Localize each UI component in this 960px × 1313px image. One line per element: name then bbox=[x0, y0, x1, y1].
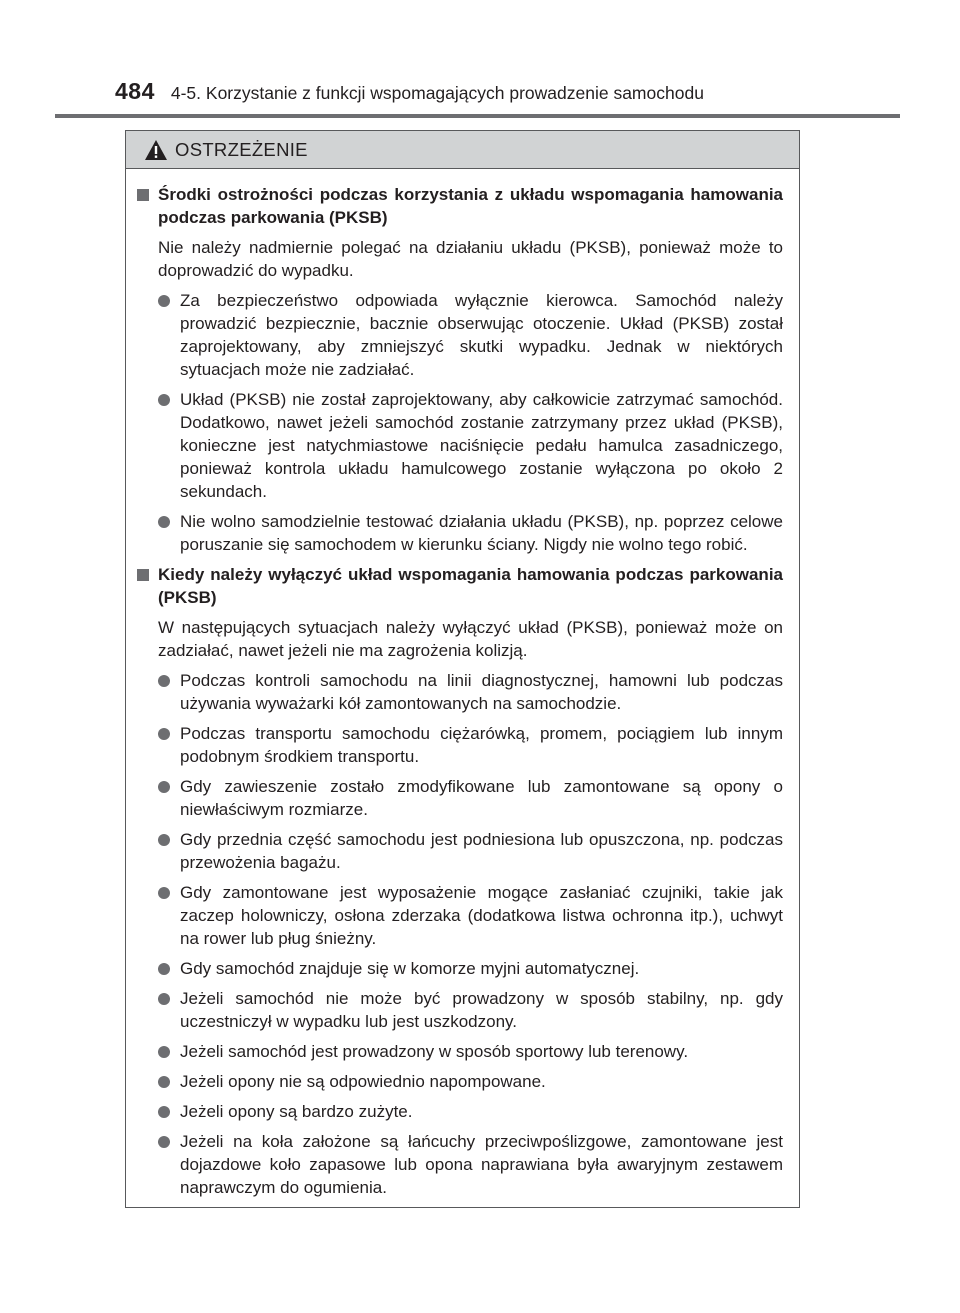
list-item bbox=[137, 669, 783, 715]
section-heading-text: Środki ostrożności podczas korzystania z układu wspomagania hamowania podczas parkowania (PKSB) bbox=[158, 185, 783, 227]
list-item-text: Układ (PKSB) nie został zaprojektowany, aby całkowicie zatrzymać samochód. Dodatkowo, nawet jeżeli samochód zostanie zatrzymany przez układ (PKSB), konieczne jest natychmiastowe naciśnięcie pedału hamulca zasadniczego, ponieważ kontrola układu hamulcowego zostanie wyłączona po około 2 sekundach. bbox=[180, 390, 783, 501]
circle-bullet-icon bbox=[158, 394, 170, 406]
circle-bullet-icon bbox=[158, 516, 170, 528]
circle-bullet-icon bbox=[158, 834, 170, 846]
circle-bullet-icon bbox=[158, 993, 170, 1005]
list-item-text: Jeżeli samochód jest prowadzony w sposób sportowy lub terenowy. bbox=[180, 1042, 689, 1061]
warning-section bbox=[137, 563, 783, 1199]
page-header bbox=[115, 78, 704, 105]
list-item-text: Podczas kontroli samochodu na linii diagnostycznej, hamowni lub podczas używania wyważarki kół zamontowanych na samochodzie. bbox=[180, 671, 783, 713]
list-item bbox=[137, 388, 783, 503]
list-item-text: Jeżeli opony są bardzo zużyte. bbox=[180, 1102, 413, 1121]
list-item-text: Podczas transportu samochodu ciężarówką, promem, pociągiem lub innym podobnym środkiem transportu. bbox=[180, 724, 783, 766]
warning-box bbox=[125, 130, 800, 1208]
section-heading-text: Kiedy należy wyłączyć układ wspomagania hamowania podczas parkowania (PKSB) bbox=[158, 565, 783, 607]
list-item bbox=[137, 957, 783, 980]
chapter-title: 4-5. Korzystanie z funkcji wspomagających prowadzenie samochodu bbox=[170, 83, 704, 103]
circle-bullet-icon bbox=[158, 781, 170, 793]
section-heading bbox=[137, 183, 783, 229]
list-item-text: Jeżeli opony nie są odpowiednio napompowane. bbox=[180, 1072, 546, 1091]
list-item-text: Gdy przednia część samochodu jest podniesiona lub opuszczona, np. podczas przewożenia bagażu. bbox=[180, 830, 783, 872]
section-heading bbox=[137, 563, 783, 609]
warning-body bbox=[126, 169, 799, 1199]
circle-bullet-icon bbox=[158, 1046, 170, 1058]
list-item-text: Jeżeli samochód nie może być prowadzony w sposób stabilny, np. gdy uczestniczył w wypadku lub jest uszkodzony. bbox=[180, 989, 783, 1031]
warning-triangle-icon bbox=[144, 139, 168, 161]
list-item-text: Jeżeli na koła założone są łańcuchy przeciwpoślizgowe, zamontowane jest dojazdowe koło zapasowe lub opona naprawiana była awaryjnym zestawem naprawczym do ogumienia. bbox=[180, 1132, 783, 1197]
list-item bbox=[137, 828, 783, 874]
header-rule bbox=[55, 114, 900, 118]
section-intro: W następujących sytuacjach należy wyłączyć układ (PKSB), ponieważ może on zadziałać, nawet jeżeli nie ma zagrożenia kolizją. bbox=[158, 618, 783, 660]
circle-bullet-icon bbox=[158, 963, 170, 975]
circle-bullet-icon bbox=[158, 675, 170, 687]
circle-bullet-icon bbox=[158, 887, 170, 899]
circle-bullet-icon bbox=[158, 1106, 170, 1118]
list-item-text: Gdy zawieszenie zostało zmodyfikowane lub zamontowane są opony o niewłaściwym rozmiarze. bbox=[180, 777, 783, 819]
circle-bullet-icon bbox=[158, 728, 170, 740]
list-item bbox=[137, 510, 783, 556]
list-item bbox=[137, 1070, 783, 1093]
list-item-text: Nie wolno samodzielnie testować działania układu (PKSB), np. poprzez celowe poruszanie się samochodem w kierunku ściany. Nigdy nie wolno tego robić. bbox=[180, 512, 783, 554]
section-intro: Nie należy nadmiernie polegać na działaniu układu (PKSB), ponieważ może to doprowadzić do wypadku. bbox=[158, 238, 783, 280]
list-item bbox=[137, 1040, 783, 1063]
list-item-text: Gdy zamontowane jest wyposażenie mogące zasłaniać czujniki, takie jak zaczep holowniczy, osłona zderzaka (dodatkowa listwa ochronna itp.), uchwyt na rower lub pług śnieżny. bbox=[180, 883, 783, 948]
list-item bbox=[137, 775, 783, 821]
list-item-text: Za bezpieczeństwo odpowiada wyłącznie kierowca. Samochód należy prowadzić bezpiecznie, bacznie obserwując otoczenie. Układ (PKSB) został zaprojektowany, aby zmniejszyć skutki wypadku. Jednak w niektórych sytuacjach może nie zadziałać. bbox=[180, 291, 783, 379]
list-item bbox=[137, 987, 783, 1033]
circle-bullet-icon bbox=[158, 295, 170, 307]
list-item bbox=[137, 881, 783, 950]
warning-header bbox=[126, 131, 799, 169]
square-bullet-icon bbox=[137, 569, 149, 581]
list-item bbox=[137, 722, 783, 768]
circle-bullet-icon bbox=[158, 1136, 170, 1148]
list-item bbox=[137, 289, 783, 381]
square-bullet-icon bbox=[137, 189, 149, 201]
list-item-text: Gdy samochód znajduje się w komorze myjni automatycznej. bbox=[180, 959, 640, 978]
warning-title: OSTRZEŻENIE bbox=[175, 138, 308, 160]
list-item bbox=[137, 1130, 783, 1199]
list-item bbox=[137, 1100, 783, 1123]
page-number: 484 bbox=[115, 78, 155, 104]
circle-bullet-icon bbox=[158, 1076, 170, 1088]
warning-section bbox=[137, 183, 783, 556]
